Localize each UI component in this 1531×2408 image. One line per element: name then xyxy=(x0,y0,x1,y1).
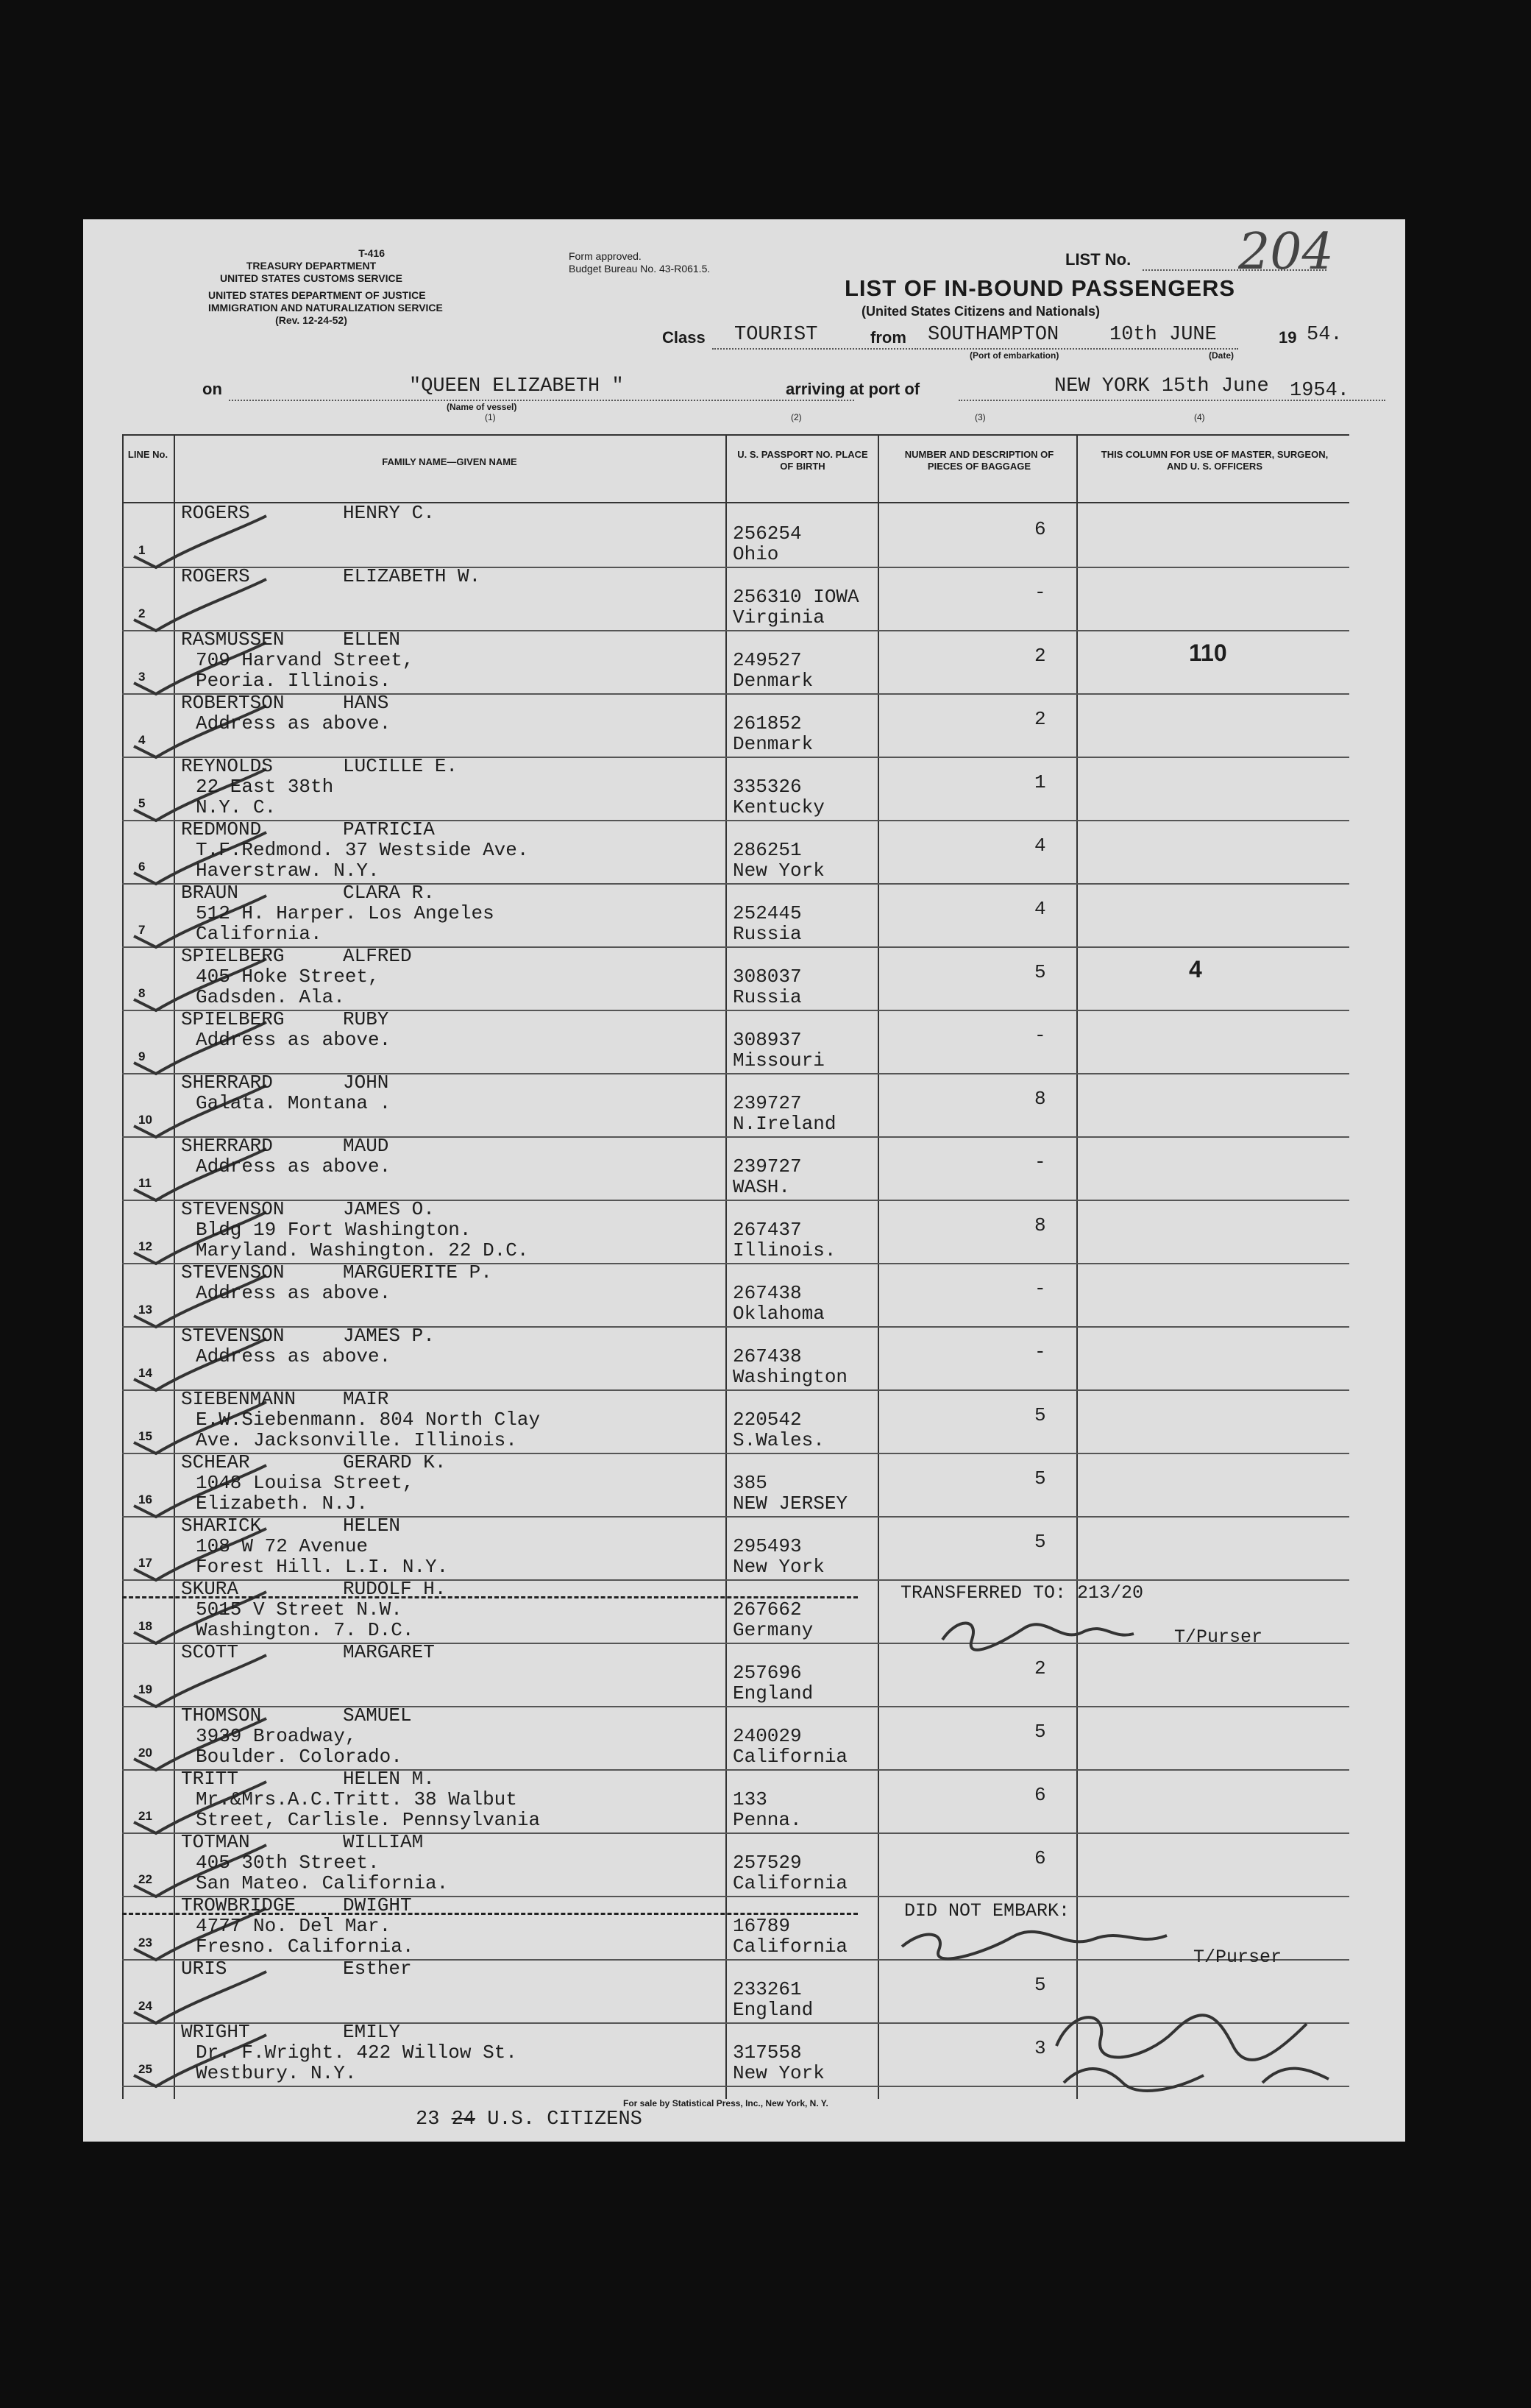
address-line-1: Dr. F.Wright. 422 Willow St. xyxy=(196,2042,517,2064)
family-name: ROGERS xyxy=(181,565,250,587)
table-row xyxy=(122,1453,1349,1518)
family-name: TROWBRIDGE xyxy=(181,1894,296,1916)
table-row xyxy=(122,1643,1349,1707)
from-label: from xyxy=(870,328,906,347)
passport-number: 267438 xyxy=(733,1282,802,1304)
place-of-birth: Penna. xyxy=(733,1809,802,1831)
address-line-2: California. xyxy=(196,923,322,945)
place-of-birth: Oklahoma xyxy=(733,1303,825,1325)
line-number: 9 xyxy=(138,1049,146,1063)
baggage-count: 5 xyxy=(1034,1531,1046,1553)
address-line-2: Elizabeth. N.J. xyxy=(196,1492,369,1515)
family-name: TOTMAN xyxy=(181,1831,250,1853)
given-name: EMILY xyxy=(343,2021,401,2043)
col-num-1: (1) xyxy=(485,412,496,422)
table-row xyxy=(122,503,1349,568)
place-of-birth: New York xyxy=(733,2062,825,2084)
baggage-count: 5 xyxy=(1034,961,1046,983)
line-number: 25 xyxy=(138,2062,152,2076)
family-name: TRITT xyxy=(181,1768,239,1790)
address-line-1: 709 Harvand Street, xyxy=(196,649,414,671)
given-name: ELLEN xyxy=(343,628,401,651)
family-name: REYNOLDS xyxy=(181,755,273,777)
place-of-birth: Missouri xyxy=(733,1049,825,1072)
passport-number: 385 xyxy=(733,1472,767,1494)
family-name: SHERRARD xyxy=(181,1135,273,1157)
col-header-baggage: NUMBER AND DESCRIPTION OF PIECES OF BAGGAGE xyxy=(904,449,1054,472)
family-name: SHERRARD xyxy=(181,1072,273,1094)
baggage-count: 6 xyxy=(1034,1847,1046,1869)
address-line-1: 405 Hoke Street, xyxy=(196,966,380,988)
form-approved-block xyxy=(569,250,710,275)
line-number: 10 xyxy=(138,1113,152,1127)
year-value: 54. xyxy=(1307,324,1343,346)
given-name: MARGARET xyxy=(343,1641,435,1663)
given-name: RUDOLF H. xyxy=(343,1578,447,1600)
given-name: HANS xyxy=(343,692,389,714)
address-line-1: Address as above. xyxy=(196,712,391,734)
family-name: BRAUN xyxy=(181,882,239,904)
passport-number: 267437 xyxy=(733,1219,802,1241)
table-row xyxy=(122,1263,1349,1328)
passport-number: 257696 xyxy=(733,1662,802,1684)
table-row xyxy=(122,1136,1349,1201)
col-header-line: LINE No. xyxy=(127,449,168,460)
table-row xyxy=(122,1579,1349,1644)
family-name: STEVENSON xyxy=(181,1198,285,1220)
passport-number: 295493 xyxy=(733,1535,802,1557)
given-name: SAMUEL xyxy=(343,1704,412,1727)
family-name: SIEBENMANN xyxy=(181,1388,296,1410)
line-number: 6 xyxy=(138,860,146,874)
printer-credit: For sale by Statistical Press, Inc., New York, N. Y. xyxy=(623,2098,828,2108)
line-number: 22 xyxy=(138,1872,152,1886)
dept-immigration: IMMIGRATION AND NATURALIZATION SERVICE xyxy=(208,302,443,314)
table-row xyxy=(122,820,1349,885)
baggage-count: 5 xyxy=(1034,1721,1046,1743)
arriving-label: arriving at port of xyxy=(786,380,920,398)
line-number: 3 xyxy=(138,670,146,684)
baggage-count: - xyxy=(1034,1278,1046,1300)
officer-note: 110 xyxy=(1189,640,1227,666)
place-of-birth: California xyxy=(733,1936,848,1958)
place-of-birth: Washington xyxy=(733,1366,848,1388)
table-row xyxy=(122,567,1349,631)
line-number: 13 xyxy=(138,1303,152,1317)
passport-number: 286251 xyxy=(733,839,802,861)
family-name: ROBERTSON xyxy=(181,692,285,714)
dept-customs: UNITED STATES CUSTOMS SERVICE xyxy=(220,272,402,284)
address-line-2: Haverstraw. N.Y. xyxy=(196,860,380,882)
line-number: 23 xyxy=(138,1936,152,1950)
place-of-birth: Germany xyxy=(733,1619,814,1641)
place-of-birth: Russia xyxy=(733,923,802,945)
place-of-birth: England xyxy=(733,1682,814,1704)
baggage-count: 3 xyxy=(1034,2037,1046,2059)
on-label: on xyxy=(202,380,222,398)
table-row xyxy=(122,693,1349,758)
family-name: SCHEAR xyxy=(181,1451,250,1473)
address-line-1: Address as above. xyxy=(196,1155,391,1178)
passport-number: 317558 xyxy=(733,2042,802,2064)
transferred-note: TRANSFERRED TO: 213/20 xyxy=(901,1582,1144,1604)
place-of-birth: New York xyxy=(733,860,825,882)
officer-note: 4 xyxy=(1189,956,1202,982)
place-of-birth: Ohio xyxy=(733,543,779,565)
address-line-2: Peoria. Illinois. xyxy=(196,670,391,692)
line-number: 11 xyxy=(138,1176,152,1190)
passport-number: 249527 xyxy=(733,649,802,671)
given-name: MAUD xyxy=(343,1135,389,1157)
line-number: 16 xyxy=(138,1492,152,1506)
baggage-count: 6 xyxy=(1034,518,1046,540)
line-number: 21 xyxy=(138,1809,152,1823)
table-row xyxy=(122,946,1349,1011)
family-name: REDMOND xyxy=(181,818,262,840)
baggage-count: 8 xyxy=(1034,1214,1046,1236)
col-header-passport: U. S. PASSPORT NO. PLACE OF BIRTH xyxy=(737,449,868,472)
passport-number: 308037 xyxy=(733,966,802,988)
baggage-count: - xyxy=(1034,581,1046,603)
col-num-2: (2) xyxy=(791,412,802,422)
family-name: URIS xyxy=(181,1958,227,1980)
family-name: RASMUSSEN xyxy=(181,628,285,651)
table-top-rule xyxy=(122,434,1349,436)
list-no-value: 204 xyxy=(1238,223,1334,281)
baggage-count: 4 xyxy=(1034,835,1046,857)
address-line-2: Gadsden. Ala. xyxy=(196,986,345,1008)
from-line xyxy=(914,348,1238,350)
passport-number: 257529 xyxy=(733,1852,802,1874)
line-number: 14 xyxy=(138,1366,152,1380)
address-line-1: 1048 Louisa Street, xyxy=(196,1472,414,1494)
baggage-count: 1 xyxy=(1034,771,1046,793)
given-name: ALFRED xyxy=(343,945,412,967)
class-label: Class xyxy=(662,328,706,347)
table-row xyxy=(122,1326,1349,1391)
purser-label-1: T/Purser xyxy=(1174,1626,1263,1648)
place-of-birth: Denmark xyxy=(733,733,814,755)
given-name: Esther xyxy=(343,1958,412,1980)
line-number: 19 xyxy=(138,1682,152,1696)
address-line-2: Washington. 7. D.C. xyxy=(196,1619,414,1641)
place-of-birth: New York xyxy=(733,1556,825,1578)
address-line-1: Address as above. xyxy=(196,1282,391,1304)
address-line-2: Maryland. Washington. 22 D.C. xyxy=(196,1239,529,1261)
address-line-2: Boulder. Colorado. xyxy=(196,1746,402,1768)
arrival-port-date: NEW YORK 15th June xyxy=(1054,375,1269,397)
address-line-1: 4777 No. Del Mar. xyxy=(196,1915,391,1937)
address-line-1: 405 30th Street. xyxy=(196,1852,380,1874)
address-line-1: Address as above. xyxy=(196,1345,391,1367)
citizens-label: U.S. CITIZENS xyxy=(487,2108,642,2131)
class-value: TOURIST xyxy=(734,324,818,346)
given-name: HELEN xyxy=(343,1515,401,1537)
family-name: THOMSON xyxy=(181,1704,262,1727)
table-row xyxy=(122,883,1349,948)
given-name: GERARD K. xyxy=(343,1451,447,1473)
address-line-2: Fresno. California. xyxy=(196,1936,414,1958)
place-of-birth: WASH. xyxy=(733,1176,791,1198)
given-name: JOHN xyxy=(343,1072,389,1094)
given-name: HELEN M. xyxy=(343,1768,435,1790)
family-name: SHARICK xyxy=(181,1515,262,1537)
address-line-1: 22 East 38th xyxy=(196,776,334,798)
dept-block xyxy=(208,247,443,327)
given-name: ELIZABETH W. xyxy=(343,565,481,587)
class-line xyxy=(712,348,918,350)
family-name: WRIGHT xyxy=(181,2021,250,2043)
given-name: LUCILLE E. xyxy=(343,755,458,777)
place-of-birth: California xyxy=(733,1872,848,1894)
date-caption: (Date) xyxy=(1209,350,1235,361)
line-number: 18 xyxy=(138,1619,152,1633)
place-of-birth: S.Wales. xyxy=(733,1429,825,1451)
line-number: 5 xyxy=(138,796,146,810)
given-name: MARGUERITE P. xyxy=(343,1261,492,1283)
form-number: T-416 xyxy=(358,247,385,259)
place-of-birth: California xyxy=(733,1746,848,1768)
given-name: HENRY C. xyxy=(343,502,435,524)
line-number: 12 xyxy=(138,1239,152,1253)
list-no-label: LIST No. xyxy=(1065,250,1132,269)
transfer-dash-line xyxy=(122,1596,858,1598)
line-number: 8 xyxy=(138,986,146,1000)
passport-number: 308937 xyxy=(733,1029,802,1051)
line-number: 1 xyxy=(138,543,146,557)
address-line-2: San Mateo. California. xyxy=(196,1872,449,1894)
citizen-count-corrected: 23 xyxy=(416,2108,440,2131)
baggage-count: 8 xyxy=(1034,1088,1046,1110)
arrival-year: 1954. xyxy=(1290,380,1350,402)
address-line-1: 512 H. Harper. Los Angeles xyxy=(196,902,494,924)
address-line-1: Galata. Montana . xyxy=(196,1092,391,1114)
officer-handwriting xyxy=(1042,1994,1351,2101)
from-value: SOUTHAMPTON xyxy=(928,324,1059,346)
given-name: DWIGHT xyxy=(343,1894,412,1916)
address-line-2: Ave. Jacksonville. Illinois. xyxy=(196,1429,517,1451)
given-name: MAIR xyxy=(343,1388,389,1410)
passport-number: 252445 xyxy=(733,902,802,924)
purser-signature-2 xyxy=(895,1921,1174,1969)
passport-number: 267662 xyxy=(733,1598,802,1621)
dept-revision: (Rev. 12-24-52) xyxy=(275,314,347,326)
dept-justice: UNITED STATES DEPARTMENT OF JUSTICE xyxy=(208,289,426,301)
passport-number: 133 xyxy=(733,1788,767,1810)
table-row xyxy=(122,1769,1349,1834)
address-line-1: Mr.&Mrs.A.C.Tritt. 38 Walbut xyxy=(196,1788,517,1810)
baggage-count: 4 xyxy=(1034,898,1046,920)
baggage-count: 5 xyxy=(1034,1974,1046,1996)
passport-number: 16789 xyxy=(733,1915,791,1937)
citizen-count-struck: 24 xyxy=(451,2108,476,2131)
table-row xyxy=(122,1389,1349,1454)
baggage-count: 2 xyxy=(1034,645,1046,667)
passport-number: 239727 xyxy=(733,1092,802,1114)
baggage-count: 2 xyxy=(1034,1657,1046,1679)
address-line-2: Westbury. N.Y. xyxy=(196,2062,357,2084)
year-prefix: 19 xyxy=(1279,328,1297,347)
baggage-count: 2 xyxy=(1034,708,1046,730)
col-header-officers: THIS COLUMN FOR USE OF MASTER, SURGEON, AND U. S. OFFICERS xyxy=(1101,449,1329,472)
line-number: 24 xyxy=(138,1999,152,2013)
place-of-birth: Russia xyxy=(733,986,802,1008)
family-name: SCOTT xyxy=(181,1641,239,1663)
passport-number: 256310 IOWA xyxy=(733,586,859,608)
address-line-1: Bldg 19 Fort Washington. xyxy=(196,1219,472,1241)
family-name: STEVENSON xyxy=(181,1261,285,1283)
dept-treasury: TREASURY DEPARTMENT xyxy=(246,260,377,272)
address-line-2: N.Y. C. xyxy=(196,796,277,818)
address-line-2: Street, Carlisle. Pennsylvania xyxy=(196,1809,541,1831)
purser-label-2: T/Purser xyxy=(1193,1947,1282,1968)
address-line-1: 3939 Broadway, xyxy=(196,1725,357,1747)
col-num-4: (4) xyxy=(1194,412,1205,422)
baggage-count: - xyxy=(1034,1024,1046,1047)
line-number: 15 xyxy=(138,1429,152,1443)
citizen-count xyxy=(416,2108,642,2131)
line-number: 17 xyxy=(138,1556,152,1570)
family-name: ROGERS xyxy=(181,502,250,524)
address-line-1: E.W.Siebenmann. 804 North Clay xyxy=(196,1409,541,1431)
place-of-birth: England xyxy=(733,1999,814,2021)
vessel-caption: (Name of vessel) xyxy=(447,402,517,412)
baggage-count: - xyxy=(1034,1341,1046,1363)
line-number: 4 xyxy=(138,733,146,747)
passport-number: 261852 xyxy=(733,712,802,734)
port-caption: (Port of embarkation) xyxy=(970,350,1059,361)
page-subtitle: (United States Citizens and Nationals) xyxy=(862,304,1101,319)
table-row xyxy=(122,630,1349,695)
purser-signature-1 xyxy=(935,1610,1141,1658)
given-name: CLARA R. xyxy=(343,882,435,904)
line-number: 2 xyxy=(138,606,146,620)
place-of-birth: Kentucky xyxy=(733,796,825,818)
baggage-count: - xyxy=(1034,1151,1046,1173)
table-row xyxy=(122,1706,1349,1771)
vessel-name: "QUEEN ELIZABETH " xyxy=(409,375,624,397)
table-row xyxy=(122,1200,1349,1264)
given-name: WILLIAM xyxy=(343,1831,424,1853)
baggage-count: 5 xyxy=(1034,1404,1046,1426)
family-name: SPIELBERG xyxy=(181,945,285,967)
place-of-birth: Illinois. xyxy=(733,1239,836,1261)
given-name: JAMES P. xyxy=(343,1325,435,1347)
baggage-count: 6 xyxy=(1034,1784,1046,1806)
col-header-name: FAMILY NAME—GIVEN NAME xyxy=(382,456,517,467)
given-name: PATRICIA xyxy=(343,818,435,840)
vessel-line xyxy=(229,400,854,401)
place-of-birth: Denmark xyxy=(733,670,814,692)
address-line-1: 108 W 72 Avenue xyxy=(196,1535,369,1557)
passport-number: 256254 xyxy=(733,523,802,545)
given-name: JAMES O. xyxy=(343,1198,435,1220)
given-name: RUBY xyxy=(343,1008,389,1030)
table-row xyxy=(122,757,1349,821)
family-name: SKURA xyxy=(181,1578,239,1600)
table-row xyxy=(122,1516,1349,1581)
line-number: 7 xyxy=(138,923,146,937)
place-of-birth: N.Ireland xyxy=(733,1113,836,1135)
place-of-birth: Virginia xyxy=(733,606,825,628)
passport-number: 240029 xyxy=(733,1725,802,1747)
family-name: SPIELBERG xyxy=(181,1008,285,1030)
family-name: STEVENSON xyxy=(181,1325,285,1347)
budget-number: Budget Bureau No. 43-R061.5. xyxy=(569,263,711,275)
line-number: 20 xyxy=(138,1746,152,1760)
address-line-1: 5015 V Street N.W. xyxy=(196,1598,402,1621)
form-approved: Form approved. xyxy=(569,250,642,262)
col-num-3: (3) xyxy=(975,412,986,422)
address-line-1: T.F.Redmond. 37 Westside Ave. xyxy=(196,839,529,861)
table-row xyxy=(122,1832,1349,1897)
baggage-count: 5 xyxy=(1034,1467,1046,1490)
address-line-1: Address as above. xyxy=(196,1029,391,1051)
passport-number: 239727 xyxy=(733,1155,802,1178)
passenger-table xyxy=(122,434,1349,2099)
passport-number: 233261 xyxy=(733,1978,802,2000)
address-line-2: Forest Hill. L.I. N.Y. xyxy=(196,1556,449,1578)
passport-number: 267438 xyxy=(733,1345,802,1367)
passport-number: 335326 xyxy=(733,776,802,798)
page-title: LIST OF IN-BOUND PASSENGERS xyxy=(845,275,1236,301)
did-not-embark-note: DID NOT EMBARK: xyxy=(904,1900,1070,1922)
date-value: 10th JUNE xyxy=(1109,324,1217,346)
place-of-birth: NEW JERSEY xyxy=(733,1492,848,1515)
table-row xyxy=(122,1073,1349,1138)
table-row xyxy=(122,1010,1349,1074)
passport-number: 220542 xyxy=(733,1409,802,1431)
did-not-embark-dash-line xyxy=(122,1913,858,1915)
